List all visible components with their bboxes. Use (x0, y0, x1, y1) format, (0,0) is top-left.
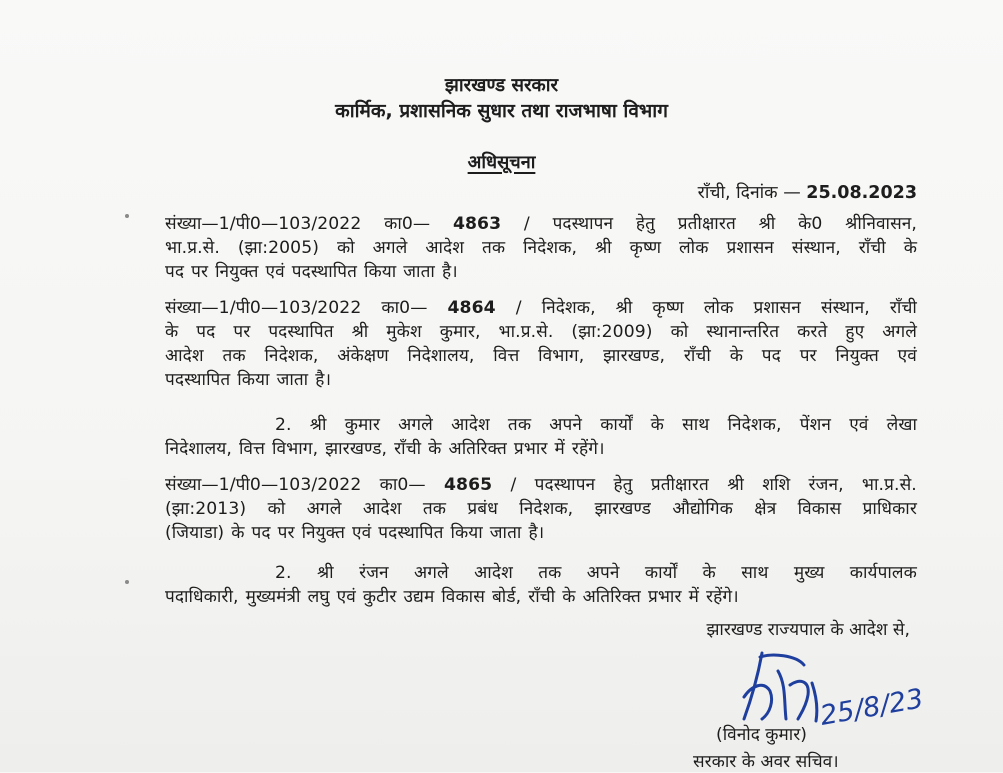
notice-line: पदाधिकारी, मुख्यमंत्री लघु एवं कुटीर उद्यम विकास बोर्ड, राँची के अतिरिक्त प्रभार में रहेंगे। (165, 587, 739, 607)
scan-speck (125, 580, 129, 584)
notice-line: भा.प्र.से. (झा:2005) को अगले आदेश तक निदेशक, श्री कृष्ण लोक प्रशासन संस्थान, राँची के (165, 238, 917, 258)
notice-line: पद पर नियुक्त एवं पदस्थापित किया जाता है। (165, 262, 458, 282)
notice-line: संख्या—1/पी0—103/2022 का0— 4864 / निदेशक, श्री कृष्ण लोक प्रशासन संस्थान, राँची (165, 298, 917, 318)
date-value: 25.08.2023 (806, 183, 917, 203)
notice-line: (जियाडा) के पद पर नियुक्त एवं पदस्थापित किया जाता है। (165, 523, 545, 543)
signatory-designation: सरकार के अवर सचिव। (693, 752, 839, 772)
notice-line: पदस्थापित किया जाता है। (165, 370, 332, 390)
notice-line: 2. श्री रंजन अगले आदेश तक अपने कार्यों के साथ मुख्य कार्यपालक (275, 563, 917, 583)
notice-line: निदेशालय, वित्त विभाग, झारखण्ड, राँची के अतिरिक्त प्रभार में रहेंगे। (165, 439, 605, 459)
signatory-name: (विनोद कुमार) (716, 725, 807, 745)
closing-line: झारखण्ड राज्यपाल के आदेश से, (706, 620, 910, 640)
notice-line: 2. श्री कुमार अगले आदेश तक अपने कार्यों के साथ निदेशक, पेंशन एवं लेखा (275, 415, 917, 435)
notice-line: संख्या—1/पी0—103/2022 का0— 4863 / पदस्थापन हेतु प्रतीक्षारत श्री के0 श्रीनिवासन, (165, 214, 917, 234)
issue-date (698, 180, 917, 204)
government-name: झारखण्ड सरकार (444, 75, 559, 96)
document-title-text: अधिसूचना (467, 152, 536, 173)
scan-speck (125, 214, 129, 218)
notice-line: संख्या—1/पी0—103/2022 का0— 4865 / पदस्थापन हेतु प्रतीक्षारत श्री शशि रंजन, भा.प्र.से. (165, 475, 917, 495)
date-place-label: राँची, दिनांक — (697, 183, 801, 203)
document-title (0, 150, 1003, 174)
notice-line: (झा:2013) को अगले आदेश तक प्रबंध निदेशक, झारखण्ड औद्योगिक क्षेत्र विकास प्राधिकार (165, 499, 917, 519)
department-name: कार्मिक, प्रशासनिक सुधार तथा राजभाषा विभाग (335, 100, 668, 122)
notice-line: के पद पर पदस्थापित श्री मुकेश कुमार, भा.प्र.से. (झा:2009) को स्थानान्तरित करते हुए अगले (165, 322, 917, 342)
notice-line: आदेश तक निदेशक, अंकेक्षण निदेशालय, वित्त विभाग, झारखण्ड, राँची के पद पर नियुक्त एवं (165, 346, 917, 366)
signature-date: 25/8/23 (817, 683, 926, 732)
